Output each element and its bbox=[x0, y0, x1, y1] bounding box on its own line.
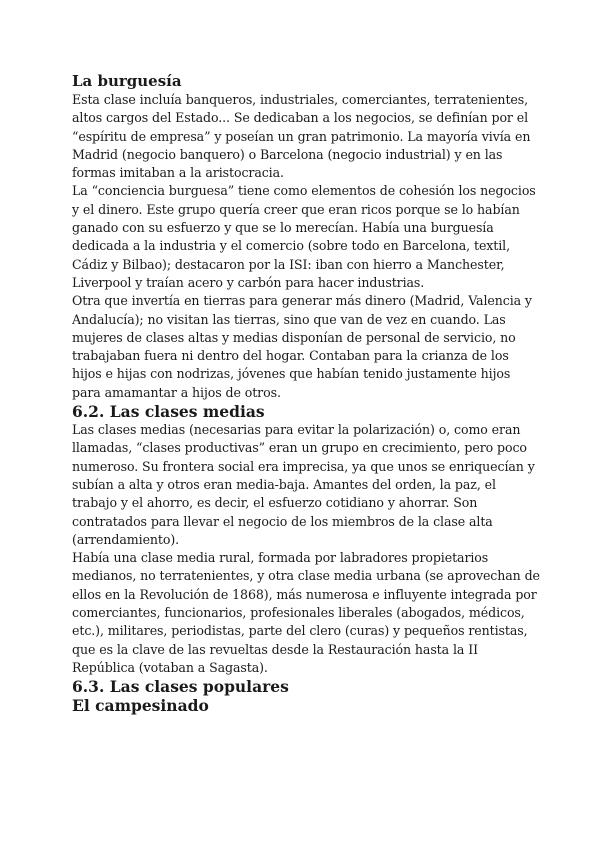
paragraph-medias-2: Había una clase media rural, formada por labradores propietarios medianos, no terratenientes, y otra clase media urbana (se aprovechan de ellos en la Revolución de 1868), más numerosa e influyente integrada por comerciantes, funcionarios, profesionales liberales (abogados, médicos, etc.), militares, periodistas, parte del clero (curas) y pequeños rentistas, que es la clave de las revueltas desde la Restauración hasta la II República (votaban a Sagasta). bbox=[72, 550, 540, 675]
section-title-clases-populares: 6.3. Las clases populares bbox=[72, 677, 289, 697]
section-title-clases-medias: 6.2. Las clases medias bbox=[72, 402, 265, 422]
paragraph-burguesia-3: Otra que invertía en tierras para generar más dinero (Madrid, Valencia y Andalucía); no visitan las tierras, sino que van de vez en cuando. Las mujeres de clases altas y medias disponían de personal de servicio, no trabajaban fuera ni dentro del hogar. Contaban para la crianza de los hijos e hijas con nodrizas, jóvenes que habían tenido justamente hijos para amamantar a hijos de otros. bbox=[72, 293, 532, 400]
section-title-campesinado: El campesinado bbox=[72, 696, 209, 716]
paragraph-medias-1: Las clases medias (necesarias para evitar la polarización) o, como eran llamadas, “clases productivas” eran un grupo en crecimiento, pero poco numeroso. Su frontera social era imprecisa, ya que unos se enriquecían y subían a alta y otros eran media-baja. Amantes del orden, la paz, el trabajo y el ahorro, es decir, el esfuerzo cotidiano y ahorrar. Son contratados para llevar el negocio de los miembros de la clase alta (arrendamiento). bbox=[72, 422, 535, 547]
paragraph-burguesia-1: Esta clase incluía banqueros, industriales, comerciantes, terratenientes, altos cargos del Estado... Se dedicaban a los negocios, se definían por el “espíritu de empresa” y poseían un gran patrimonio. La mayoría vivía en Madrid (negocio banquero) o Barcelona (negocio industrial) y en las formas imitaban a la aristocracia. bbox=[72, 92, 531, 181]
document-page bbox=[72, 72, 542, 715]
section-title-burguesia: La burguesía bbox=[72, 72, 182, 90]
paragraph-burguesia-2: La “conciencia burguesa” tiene como elementos de cohesión los negocios y el dinero. Este grupo quería creer que eran ricos porque se lo habían ganado con su esfuerzo y que se lo merecían. Había una burguesía dedicada a la industria y el comercio (sobre todo en Barcelona, textil, Cádiz y Bilbao); destacaron por la ISI: iban con hierro a Manchester, Liverpool y traían acero y carbón para hacer industrias. bbox=[72, 183, 536, 290]
